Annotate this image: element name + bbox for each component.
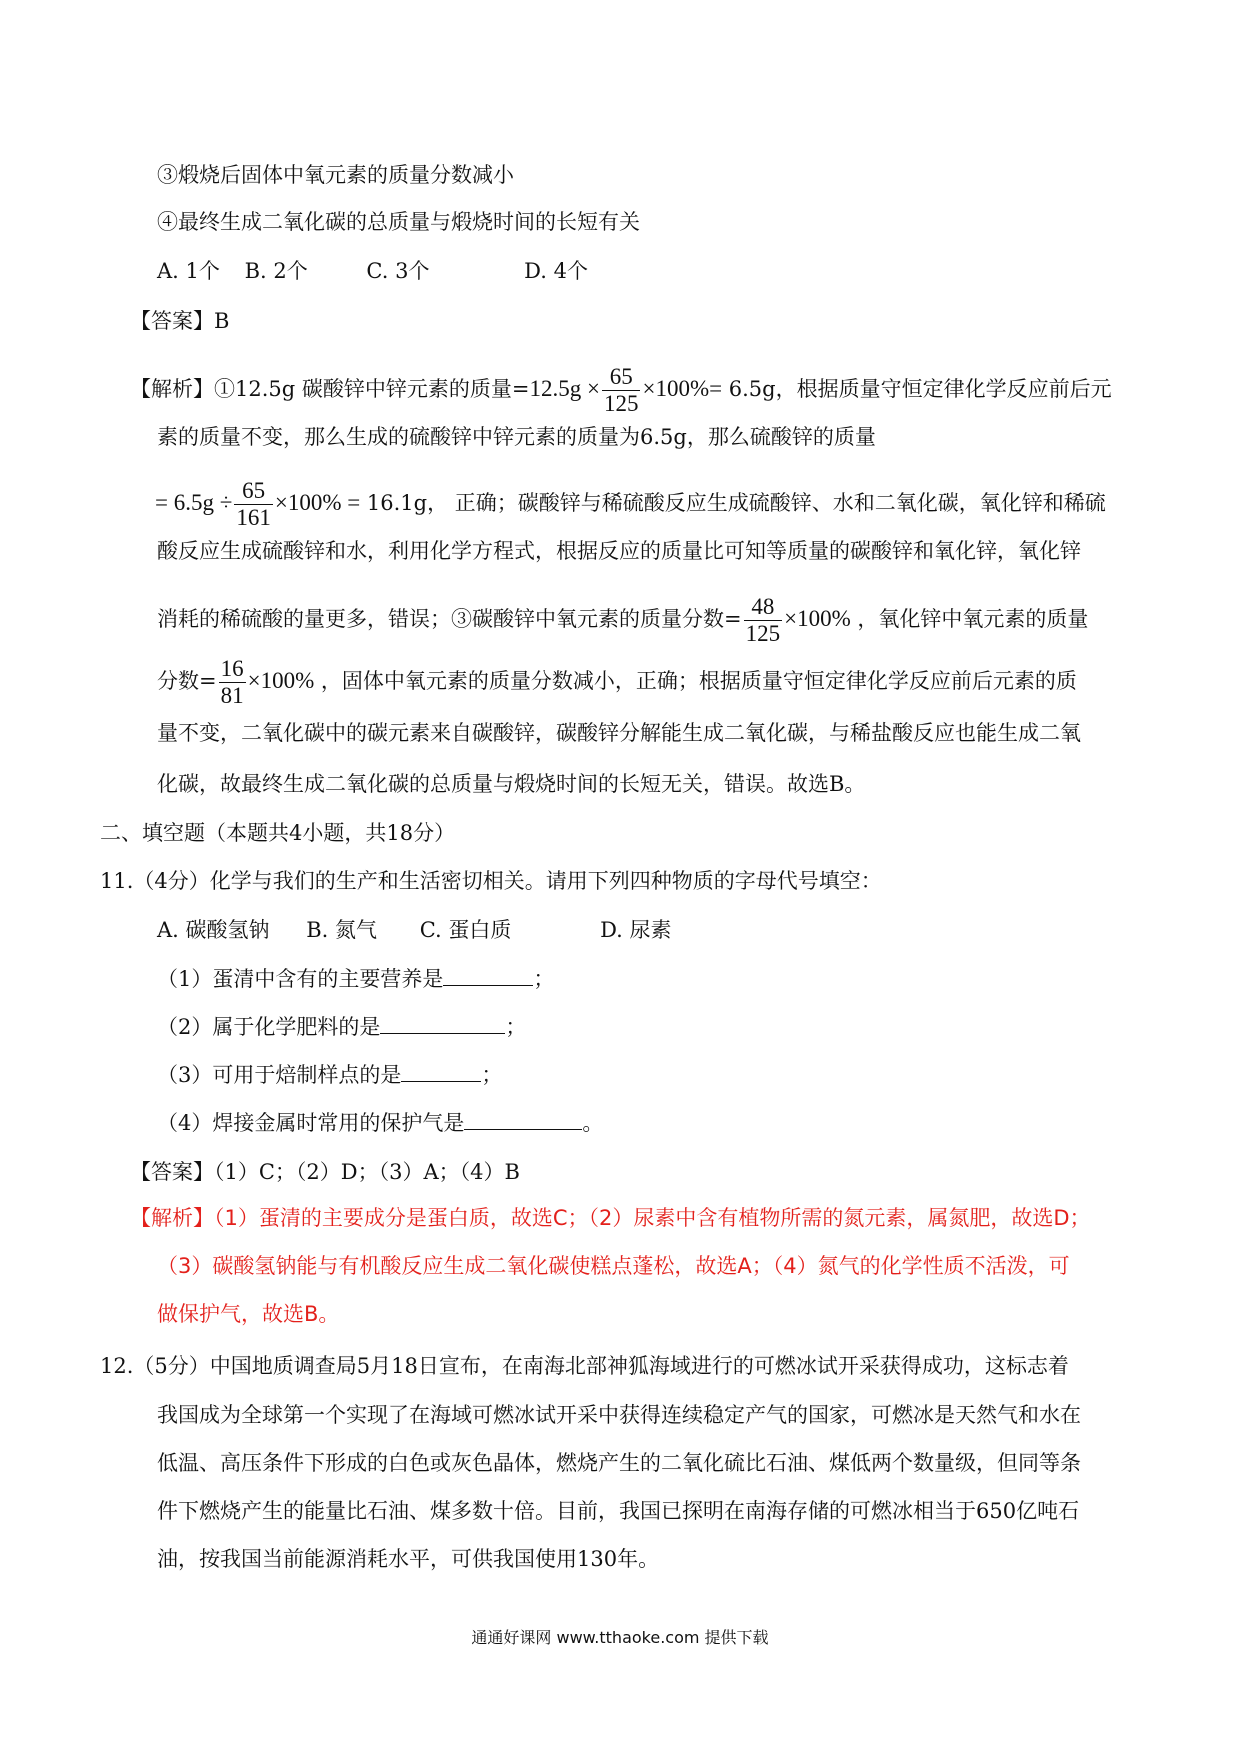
- q11-answer: 【答案】（1）C；（2）D；（3）A；（4）B: [130, 1160, 520, 1184]
- q12-line-5: 油，按我国当前能源消耗水平，可供我国使用130年。: [157, 1547, 660, 1571]
- q11-sub-2: （2）属于化学肥料的是 ；: [157, 1011, 526, 1042]
- option-c: C. 3个: [366, 259, 430, 283]
- q11-analysis-line-1: 【解析】（1）蛋清的主要成分是蛋白质，故选C；（2）尿素中含有植物所需的氮元素，属氮肥，故选D；: [130, 1206, 1091, 1230]
- fraction-65-161: $\frac{65}{161}$: [236, 478, 271, 530]
- option-b: B. 2个: [244, 259, 308, 283]
- analysis-text: 分数=: [157, 669, 217, 693]
- analysis-line-7: 量不变，二氧化碳中的碳元素来自碳酸锌，碳酸锌分解能生成二氧化碳，与稀盐酸反应也能生成二氧: [157, 721, 1081, 745]
- q11-stem: 11.（4分）化学与我们的生产和生活密切相关。请用下列四种物质的字母代号填空：: [100, 869, 882, 893]
- q11-sub-4: （4）焊接金属时常用的保护气是 。: [157, 1107, 603, 1138]
- fraction-65-125: $\frac{65}{125}$: [603, 364, 639, 416]
- analysis-line-6: [157, 656, 1077, 709]
- option-a: A. 1个: [157, 259, 220, 283]
- math-expr: = 6.5g ÷: [155, 490, 233, 515]
- answer-blank[interactable]: [380, 1011, 505, 1034]
- statement-3: ③煅烧后固体中氧元素的质量分数减小: [157, 163, 514, 187]
- analysis-line-4: 酸反应生成硫酸锌和水，利用化学方程式，根据反应的质量比可知等质量的碳酸锌和氧化锌，氧化锌: [157, 539, 1081, 563]
- analysis-line-3: [155, 478, 1106, 531]
- q11-sub-3: （3）可用于焙制样点的是 ；: [157, 1059, 502, 1090]
- q11-options: [157, 915, 672, 945]
- option-b: B. 氮气: [306, 918, 378, 942]
- answer-blank[interactable]: [443, 963, 533, 986]
- option-d: D. 尿素: [600, 918, 672, 942]
- option-d: D. 4个: [524, 259, 588, 283]
- math-expr: ×100% =: [274, 490, 361, 515]
- q11-analysis-line-2: （3）碳酸氢钠能与有机酸反应生成二氧化碳使糕点蓬松，故选A；（4）氮气的化学性质不活泼，可: [157, 1254, 1070, 1278]
- math-expr: 12.5g ×: [529, 376, 600, 401]
- page-footer: 通通好课网 www.tthaoke.com 提供下载: [471, 1628, 769, 1647]
- q10-options: [157, 256, 588, 286]
- q12-line-3: 低温、高压条件下形成的白色或灰色晶体，燃烧产生的二氧化硫比石油、煤低两个数量级，但同等条: [157, 1451, 1081, 1475]
- analysis-text: 6.5g，根据质量守恒定律化学反应前后元: [722, 377, 1112, 401]
- q10-answer: 【答案】B: [130, 309, 230, 333]
- q12-line-1: 12.（5分）中国地质调查局5月18日宣布，在南海北部神狐海域进行的可燃冰试开采获得成功，这标志着: [100, 1354, 1069, 1378]
- answer-blank[interactable]: [464, 1107, 582, 1130]
- q11-sub-1: （1）蛋清中含有的主要营养是 ；: [157, 963, 554, 994]
- math-expr: ×100%: [247, 668, 315, 693]
- analysis-text: ，固体中氧元素的质量分数减小，正确；根据质量守恒定律化学反应前后元素的质: [314, 669, 1077, 693]
- analysis-line-2: 素的质量不变，那么生成的硫酸锌中锌元素的质量为6.5g，那么硫酸锌的质量: [157, 425, 876, 449]
- q12-line-2: 我国成为全球第一个实现了在海域可燃冰试开采中获得连续稳定产气的国家，可燃冰是天然气和水在: [157, 1403, 1081, 1427]
- fraction-48-125: $\frac{48}{125}$: [745, 594, 781, 646]
- math-expr: ×100%=: [642, 376, 723, 401]
- analysis-line-5: [157, 594, 1088, 647]
- math-expr: ×100%: [784, 606, 851, 631]
- q11-analysis-line-3: 做保护气，故选B。: [157, 1302, 340, 1326]
- option-a: A. 碳酸氢钠: [157, 918, 270, 942]
- option-c: C. 蛋白质: [419, 918, 512, 942]
- analysis-line-1: [130, 364, 1112, 417]
- answer-blank[interactable]: [401, 1059, 481, 1082]
- section-heading: 二、填空题（本题共4小题，共18分）: [100, 821, 456, 845]
- analysis-line-8: 化碳，故最终生成二氧化碳的总质量与煅烧时间的长短无关，错误。故选B。: [157, 772, 866, 796]
- analysis-text: 16.1g， 正确；碳酸锌与稀硫酸反应生成硫酸锌、水和二氧化碳，氧化锌和稀硫: [360, 491, 1106, 515]
- statement-4: ④最终生成二氧化碳的总质量与煅烧时间的长短有关: [157, 210, 640, 234]
- analysis-text: 【解析】①12.5g 碳酸锌中锌元素的质量=: [130, 377, 530, 401]
- analysis-text: 消耗的稀硫酸的量更多，错误；③碳酸锌中氧元素的质量分数=: [157, 607, 742, 631]
- q12-line-4: 件下燃烧产生的能量比石油、煤多数十倍。目前，我国已探明在南海存储的可燃冰相当于650亿吨石: [157, 1499, 1080, 1523]
- fraction-16-81: $\frac{16}{81}$: [220, 656, 244, 708]
- analysis-text: ，氧化锌中氧元素的质量: [850, 607, 1089, 631]
